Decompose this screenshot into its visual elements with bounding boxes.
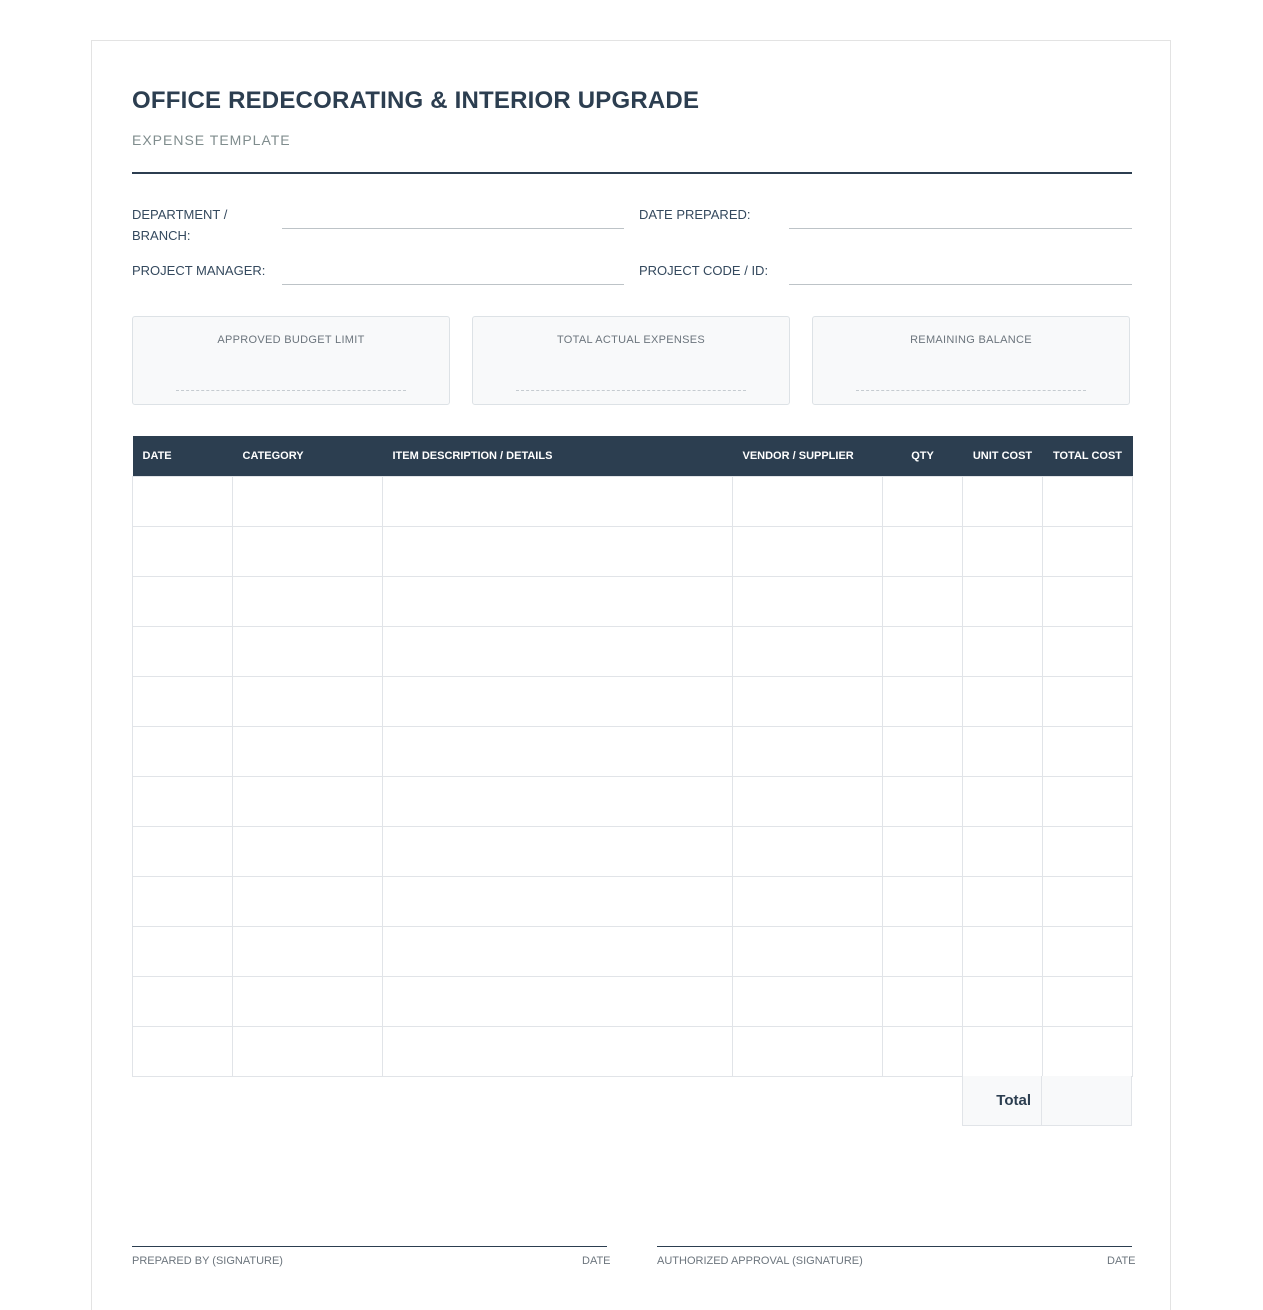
cell-unit-cost[interactable] [963, 576, 1043, 626]
cell-category[interactable] [233, 826, 383, 876]
cell-unit-cost[interactable] [963, 676, 1043, 726]
table-row [133, 626, 1133, 676]
cell-description[interactable] [383, 576, 733, 626]
cell-description[interactable] [383, 626, 733, 676]
cell-qty[interactable] [883, 876, 963, 926]
approved-budget-box [132, 316, 450, 405]
cell-vendor[interactable] [733, 1026, 883, 1076]
department-label-line1: DEPARTMENT / [132, 207, 228, 222]
authorized-date-label: DATE [1107, 1255, 1136, 1267]
cell-date[interactable] [133, 976, 233, 1026]
expense-table [132, 436, 1133, 1077]
cell-category[interactable] [233, 926, 383, 976]
table-row [133, 776, 1133, 826]
column-header-date: DATE [133, 436, 233, 476]
authorized-label: AUTHORIZED APPROVAL (SIGNATURE) [657, 1255, 863, 1267]
table-row [133, 476, 1133, 526]
column-header-total-cost: TOTAL COST [1043, 436, 1133, 476]
cell-description[interactable] [383, 676, 733, 726]
cell-qty[interactable] [883, 976, 963, 1026]
cell-vendor[interactable] [733, 476, 883, 526]
cell-unit-cost[interactable] [963, 476, 1043, 526]
cell-total-cost[interactable] [1043, 626, 1133, 676]
cell-total-cost[interactable] [1043, 576, 1133, 626]
cell-description[interactable] [383, 876, 733, 926]
cell-qty[interactable] [883, 726, 963, 776]
cell-vendor[interactable] [733, 676, 883, 726]
cell-category[interactable] [233, 526, 383, 576]
cell-date[interactable] [133, 676, 233, 726]
prepared-date-label: DATE [582, 1255, 611, 1267]
cell-qty[interactable] [883, 576, 963, 626]
cell-qty[interactable] [883, 476, 963, 526]
cell-unit-cost[interactable] [963, 1026, 1043, 1076]
cell-total-cost[interactable] [1043, 926, 1133, 976]
cell-unit-cost[interactable] [963, 926, 1043, 976]
column-header-category: CATEGORY [233, 436, 383, 476]
department-field[interactable] [282, 228, 624, 229]
cell-date[interactable] [133, 876, 233, 926]
cell-description[interactable] [383, 926, 733, 976]
table-row [133, 926, 1133, 976]
column-header-vendor: VENDOR / SUPPLIER [733, 436, 883, 476]
table-header-row [133, 436, 1133, 476]
cell-qty[interactable] [883, 826, 963, 876]
approved-budget-label: APPROVED BUDGET LIMIT [217, 334, 365, 346]
table-row [133, 1026, 1133, 1076]
project-manager-label: PROJECT MANAGER: [132, 263, 266, 278]
cell-date[interactable] [133, 726, 233, 776]
cell-category[interactable] [233, 876, 383, 926]
cell-category[interactable] [233, 976, 383, 1026]
cell-description[interactable] [383, 726, 733, 776]
approved-budget-input[interactable] [176, 390, 406, 391]
cell-unit-cost[interactable] [963, 626, 1043, 676]
cell-total-cost[interactable] [1043, 876, 1133, 926]
cell-category[interactable] [233, 1026, 383, 1076]
cell-vendor[interactable] [733, 976, 883, 1026]
cell-total-cost[interactable] [1043, 726, 1133, 776]
column-header-qty: QTY [883, 436, 963, 476]
table-row [133, 676, 1133, 726]
authorized-signature-line[interactable] [657, 1246, 1132, 1247]
date-prepared-label: DATE PREPARED: [639, 207, 751, 222]
cell-total-cost[interactable] [1043, 826, 1133, 876]
cell-vendor[interactable] [733, 526, 883, 576]
table-row [133, 726, 1133, 776]
cell-unit-cost[interactable] [963, 726, 1043, 776]
cell-vendor[interactable] [733, 626, 883, 676]
cell-description[interactable] [383, 476, 733, 526]
cell-vendor[interactable] [733, 826, 883, 876]
cell-date[interactable] [133, 776, 233, 826]
cell-qty[interactable] [883, 676, 963, 726]
cell-total-cost[interactable] [1043, 676, 1133, 726]
cell-total-cost[interactable] [1043, 976, 1133, 1026]
cell-date[interactable] [133, 576, 233, 626]
total-actual-input[interactable] [516, 390, 746, 391]
cell-date[interactable] [133, 926, 233, 976]
page-subtitle: EXPENSE TEMPLATE [132, 132, 291, 148]
remaining-balance-input[interactable] [856, 390, 1086, 391]
table-row [133, 826, 1133, 876]
total-actual-label: TOTAL ACTUAL EXPENSES [556, 334, 706, 346]
cell-date[interactable] [133, 1026, 233, 1076]
cell-category[interactable] [233, 476, 383, 526]
table-row [133, 876, 1133, 926]
cell-date[interactable] [133, 476, 233, 526]
cell-date[interactable] [133, 526, 233, 576]
cell-qty[interactable] [883, 926, 963, 976]
project-code-field[interactable] [789, 284, 1132, 285]
remaining-balance-box [812, 316, 1130, 405]
cell-description[interactable] [383, 976, 733, 1026]
expense-table-body [133, 476, 1133, 1076]
cell-unit-cost[interactable] [963, 776, 1043, 826]
table-row [133, 576, 1133, 626]
cell-vendor[interactable] [733, 776, 883, 826]
total-value-cell[interactable] [1042, 1076, 1132, 1126]
cell-qty[interactable] [883, 1026, 963, 1076]
total-actual-box [472, 316, 790, 405]
page-title: OFFICE REDECORATING & INTERIOR UPGRADE [132, 87, 700, 114]
department-label [132, 204, 227, 246]
remaining-balance-label: REMAINING BALANCE [910, 334, 1032, 346]
cell-date[interactable] [133, 826, 233, 876]
table-row [133, 526, 1133, 576]
total-label: Total [962, 1076, 1042, 1126]
cell-description[interactable] [383, 526, 733, 576]
cell-total-cost[interactable] [1043, 526, 1133, 576]
table-row [133, 976, 1133, 1026]
cell-total-cost[interactable] [1043, 1026, 1133, 1076]
project-manager-field[interactable] [282, 284, 624, 285]
cell-total-cost[interactable] [1043, 476, 1133, 526]
column-header-unit-cost: UNIT COST [963, 436, 1043, 476]
cell-qty[interactable] [883, 626, 963, 676]
prepared-by-signature-line[interactable] [132, 1246, 607, 1247]
cell-qty[interactable] [883, 526, 963, 576]
cell-vendor[interactable] [733, 876, 883, 926]
cell-category[interactable] [233, 626, 383, 676]
cell-category[interactable] [233, 776, 383, 826]
cell-description[interactable] [383, 1026, 733, 1076]
cell-description[interactable] [383, 826, 733, 876]
column-header-description: ITEM DESCRIPTION / DETAILS [383, 436, 733, 476]
prepared-by-label: PREPARED BY (SIGNATURE) [132, 1255, 283, 1267]
cell-total-cost[interactable] [1043, 776, 1133, 826]
cell-vendor[interactable] [733, 726, 883, 776]
cell-category[interactable] [233, 726, 383, 776]
cell-unit-cost[interactable] [963, 876, 1043, 926]
cell-category[interactable] [233, 676, 383, 726]
cell-description[interactable] [383, 776, 733, 826]
cell-category[interactable] [233, 576, 383, 626]
cell-vendor[interactable] [733, 926, 883, 976]
cell-vendor[interactable] [733, 576, 883, 626]
cell-qty[interactable] [883, 776, 963, 826]
expense-form-page [91, 40, 1171, 1310]
cell-unit-cost[interactable] [963, 976, 1043, 1026]
cell-unit-cost[interactable] [963, 826, 1043, 876]
project-code-label: PROJECT CODE / ID: [639, 263, 769, 278]
header-divider [132, 172, 1132, 174]
cell-date[interactable] [133, 626, 233, 676]
date-prepared-field[interactable] [789, 228, 1132, 229]
cell-unit-cost[interactable] [963, 526, 1043, 576]
department-label-line2: BRANCH: [132, 228, 191, 243]
